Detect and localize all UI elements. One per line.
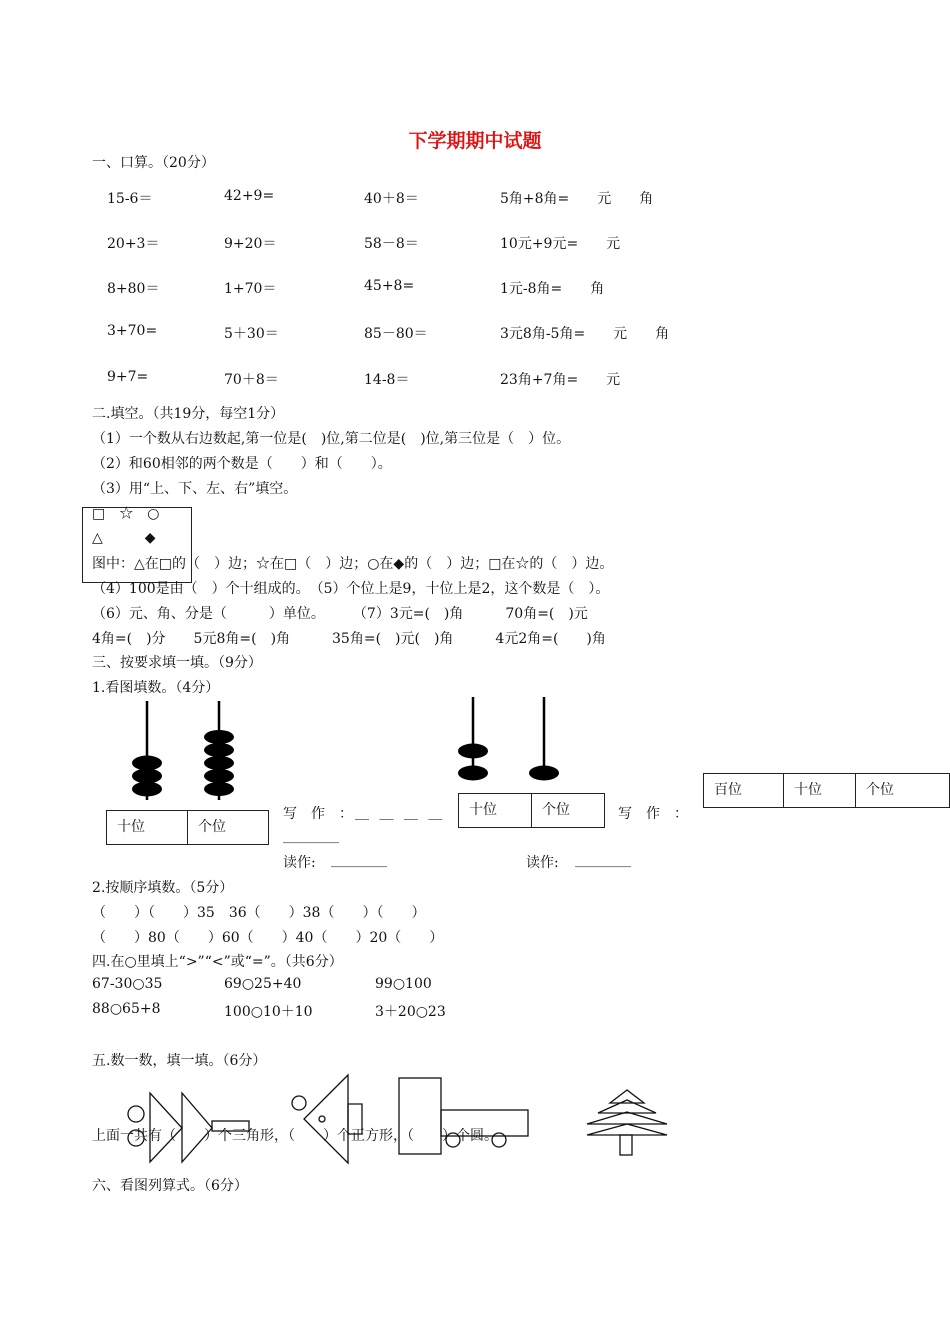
fill-q1: （1）一个数从右边数起,第一位是( )位,第二位是( )位,第三位是（ ）位。 <box>92 431 571 447</box>
hundreds-cell: 百位 <box>704 774 784 807</box>
math-item: 58－8＝ <box>364 236 419 252</box>
compare-item: 88○65+8 <box>92 1001 161 1017</box>
compare-item: 99○100 <box>375 976 432 992</box>
fill-q2: （2）和60相邻的两个数是（ ）和（ ）。 <box>92 456 392 472</box>
sequence-2: （ ）80（ ）60（ ）40（ ）20（ ） <box>92 930 444 946</box>
math-item: 5＋30＝ <box>224 326 279 342</box>
fill-money: 4角=( )分 5元8角=( )角 35角=( )元( )角 4元2角=( )角 <box>92 631 606 647</box>
fill-direction: 图中：△在□的（ ）边；☆在□（ ）边；○在◆的（ ）边；□在☆的（ ）边。 <box>92 556 614 572</box>
tens-cell: 十位 <box>107 811 188 844</box>
math-item: 9+20＝ <box>224 236 277 252</box>
math-item: 20+3＝ <box>107 236 160 252</box>
compare-item: 3＋20○23 <box>375 1004 446 1020</box>
shapes-row-2: △ ◆ <box>92 530 156 546</box>
math-item: 42+9= <box>224 188 275 204</box>
write-label-1: 写 作 ： <box>283 806 353 822</box>
section-4-heading: 四.在○里填上“>”“<”或“=”。（共6分） <box>92 954 343 970</box>
section-1-heading: 一、口算。（20分） <box>92 155 215 171</box>
section-5-heading: 五.数一数，填一填。（6分） <box>92 1053 267 1069</box>
math-item: 40＋8＝ <box>364 191 419 207</box>
read-line-1: ________ <box>331 852 387 868</box>
math-item: 14-8＝ <box>364 372 410 388</box>
sub-1-heading: 1.看图填数。（4分） <box>92 680 220 696</box>
read-label-1: 读作: <box>283 855 316 871</box>
math-item: 85－80＝ <box>364 326 428 342</box>
fill-q3: （3）用“上、下、左、右”填空。 <box>92 481 298 497</box>
section-2-heading: 二.填空。（共19分，每空1分） <box>92 406 285 422</box>
tens-cell: 十位 <box>784 774 856 807</box>
read-line-2: ________ <box>575 852 631 868</box>
section-3-heading: 三、按要求填一填。（9分） <box>92 655 262 671</box>
compare-item: 69○25+40 <box>224 976 302 992</box>
fill-q6-q7: （6）元、角、分是（ ）单位。 （7）3元=( )角 70角=( )元 <box>92 606 588 622</box>
math-item: 3元8角-5角= 元 角 <box>500 326 670 342</box>
page-title: 下学期期中试题 <box>408 130 542 152</box>
ones-cell: 个位 <box>866 782 894 798</box>
math-item: 23角+7角= 元 <box>500 372 621 388</box>
sub-2-heading: 2.按顺序填数。（5分） <box>92 880 234 896</box>
math-item: 10元+9元= 元 <box>500 236 621 252</box>
compare-item: 100○10＋10 <box>224 1004 313 1020</box>
compare-item: 67-30○35 <box>92 976 163 992</box>
ones-cell: 个位 <box>198 819 226 835</box>
math-item: 3+70= <box>107 323 158 339</box>
count-shapes-question: 上面一共有（ ）个三角形，（ ）个正方形，（ ）个圆。 <box>92 1128 498 1144</box>
write-label-2: 写 作 ： <box>618 806 688 822</box>
math-item: 5角+8角= 元 角 <box>500 191 654 207</box>
math-item: 1元-8角= 角 <box>500 281 605 297</box>
ones-cell: 个位 <box>542 802 570 818</box>
section-6-heading: 六、看图列算式。（6分） <box>92 1178 248 1194</box>
math-item: 9+7= <box>107 369 149 385</box>
tens-cell: 十位 <box>459 794 532 827</box>
fill-q4-q5: （4）100是由（ ）个十组成的。 （5）个位上是9，十位上是2，这个数是（ ）。 <box>92 581 610 597</box>
math-item: 45+8= <box>364 278 415 294</box>
write-blank-1: ＿ ＿ ＿ ＿ <box>355 806 446 822</box>
math-item: 8+80＝ <box>107 281 160 297</box>
math-item: 15-6＝ <box>107 191 153 207</box>
read-label-2: 读作: <box>526 855 559 871</box>
math-item: 70＋8＝ <box>224 372 279 388</box>
shapes-row-1: □ ☆ ○ <box>92 506 160 522</box>
math-item: 1+70＝ <box>224 281 277 297</box>
sequence-1: （ ）（ ）35 36（ ）38（ ）（ ） <box>92 905 426 921</box>
write-line-1: ________ <box>283 828 339 844</box>
